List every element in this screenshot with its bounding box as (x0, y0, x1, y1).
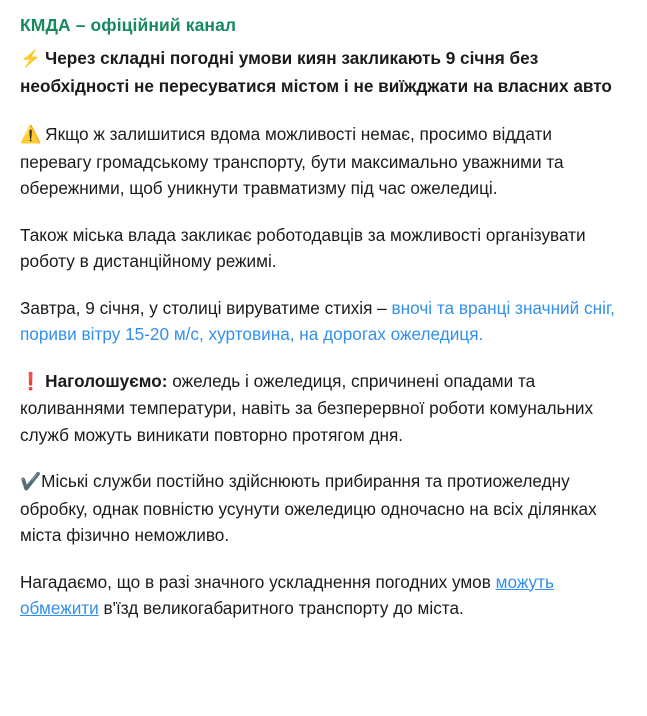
high-voltage-icon: ⚡ (20, 49, 42, 68)
city-services-text: Міські служби постійно здійснюють прибирання та протиожеледну обробку, однак повністю усунути ожеледицю одночасно на всіх ділянках міста фізично неможливо. (20, 471, 597, 545)
paragraph-warning (20, 121, 621, 202)
forecast-highlight[interactable]: вночі та вранці значний сніг, пориви вітру 15-20 м/с, хуртовина, на дорогах ожеледиця. (20, 297, 615, 344)
post-headline (20, 45, 621, 99)
forecast-lead: Завтра, 9 січня, у столиці вируватиме стихія – (20, 297, 392, 318)
paragraph-remote-work (20, 222, 621, 275)
paragraph-forecast (20, 295, 621, 348)
paragraph-emphasis (20, 368, 621, 449)
paragraph-warning-text: Якщо ж залишитися вдома можливості немає, просимо віддати перевагу громадському транспорту, бути максимально уважними та обережними, щоб уникнути травматизму під час ожеледиці. (20, 124, 564, 198)
post-headline-text: Через складні погодні умови киян закликають 9 січня без необхідності не пересуватися містом і не виїжджати на власних авто (20, 48, 612, 96)
emphasis-label: Наголошуємо: (45, 370, 168, 391)
reminder-link[interactable]: можуть обмежити (20, 571, 554, 618)
exclamation-mark-icon: ❗ (20, 371, 42, 391)
check-mark-icon: ✔️ (20, 472, 42, 491)
paragraph-city-services (20, 468, 621, 549)
paragraph-reminder (20, 569, 621, 622)
warning-icon: ⚠️ (20, 125, 42, 144)
emphasis-text: ожеледь і ожеледиця, спричинені опадами та коливаннями температури, навіть за безперервної роботи комунальних служб можуть виникати повторно протягом дня. (20, 370, 594, 445)
paragraph-remote-work-text: Також міська влада закликає роботодавців за можливості організувати роботу в дистанційному режимі. (20, 224, 586, 271)
reminder-tail: в'їзд великогабаритного транспорту до міста. (98, 598, 464, 618)
reminder-lead: Нагадаємо, що в разі значного ускладнення погодних умов (20, 571, 496, 592)
channel-name[interactable]: КМДА – офіційний канал (20, 15, 237, 35)
